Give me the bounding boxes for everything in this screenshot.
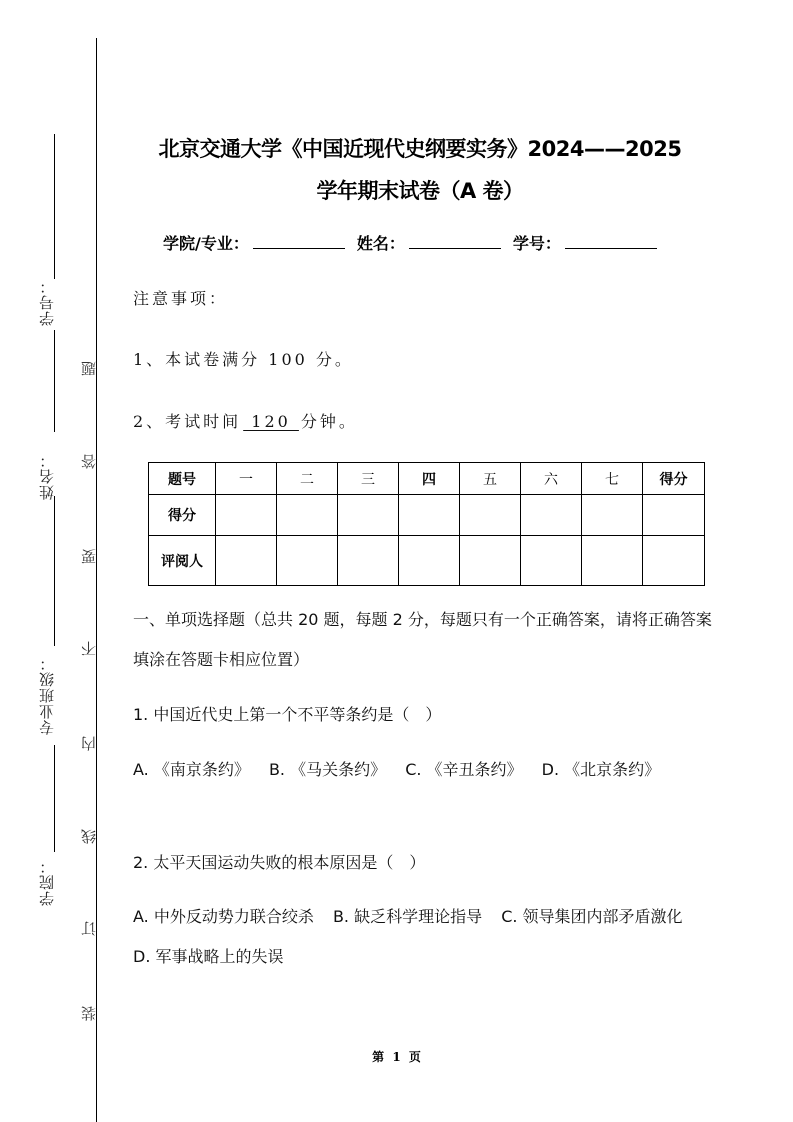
section-1-heading: 一、单项选择题（总共 20 题，每题 2 分，每题只有一个正确答案，请将正确答案填涂在答题卡相应位置） <box>133 610 712 669</box>
field-line-name <box>54 330 55 432</box>
notice-item-2 <box>133 409 358 432</box>
score-table <box>148 462 705 586</box>
grader-cell[interactable] <box>338 536 399 586</box>
student-id-blank[interactable] <box>565 234 657 249</box>
score-cell[interactable] <box>277 495 338 536</box>
student-id-label: 学号： <box>512 234 561 253</box>
notice-item-1: 1、本试卷满分 100 分。 <box>133 350 354 369</box>
name-label: 姓名： <box>356 234 405 253</box>
name-blank[interactable] <box>409 234 501 249</box>
score-cell[interactable] <box>582 495 643 536</box>
question-1-option-a[interactable]: A. 《南京条约》 <box>133 760 250 779</box>
notice-heading: 注意事项： <box>133 289 229 308</box>
field-line-student-id <box>54 134 55 279</box>
question-1-options <box>133 750 718 790</box>
margin-label-student-id: 学号： <box>38 278 56 326</box>
row-header-grader: 评阅人 <box>149 536 216 586</box>
margin-warning-char: 要 <box>80 548 98 564</box>
question-2-option-c[interactable]: C. 领导集团内部矛盾激化 <box>501 907 683 926</box>
margin-warning-char: 题 <box>80 360 98 376</box>
question-2-options <box>133 897 718 977</box>
score-cell[interactable] <box>338 495 399 536</box>
column-header: 六 <box>521 463 582 495</box>
college-major-label: 学院/专业： <box>163 234 249 253</box>
question-1-option-b[interactable]: B. 《马关条约》 <box>268 760 387 779</box>
margin-label-major-class: 专业班级： <box>38 655 56 735</box>
column-header: 四 <box>399 463 460 495</box>
table-row-question-numbers <box>149 463 705 495</box>
field-line-college <box>54 745 55 852</box>
column-header: 七 <box>582 463 643 495</box>
row-header-score: 得分 <box>149 495 216 536</box>
column-header: 二 <box>277 463 338 495</box>
question-1-option-c[interactable]: C. 《辛丑条约》 <box>405 760 523 779</box>
student-info-row <box>163 231 669 254</box>
margin-label-college: 学院： <box>38 858 56 906</box>
question-2-option-d[interactable]: D. 军事战略上的失误 <box>133 947 284 966</box>
score-cell-total[interactable] <box>643 495 705 536</box>
margin-warning-char: 装 <box>80 1005 98 1021</box>
field-line-major-class <box>54 496 55 646</box>
column-header: 三 <box>338 463 399 495</box>
exam-title-line1: 北京交通大学《中国近现代史纲要实务》2024——2025 <box>158 137 682 161</box>
column-header: 五 <box>460 463 521 495</box>
grader-cell[interactable] <box>521 536 582 586</box>
notice-item-2-prefix: 2、考试时间 <box>133 412 242 431</box>
grader-cell[interactable] <box>399 536 460 586</box>
page-number: 第 1 页 <box>372 1050 421 1064</box>
exam-duration-value: 120 <box>243 412 299 431</box>
table-row-scores <box>149 495 705 536</box>
score-cell[interactable] <box>216 495 277 536</box>
question-2-option-b[interactable]: B. 缺乏科学理论指导 <box>332 907 483 926</box>
grader-cell[interactable] <box>277 536 338 586</box>
grader-cell[interactable] <box>216 536 277 586</box>
notice-item-2-suffix: 分钟。 <box>300 412 358 431</box>
binding-line <box>96 38 97 1122</box>
column-header: 一 <box>216 463 277 495</box>
margin-warning-char: 答 <box>80 453 98 469</box>
column-header-total: 得分 <box>643 463 705 495</box>
row-header-question-no: 题号 <box>149 463 216 495</box>
college-major-blank[interactable] <box>253 234 345 249</box>
margin-warning-char: 订 <box>80 920 98 936</box>
score-cell[interactable] <box>399 495 460 536</box>
question-1-option-d[interactable]: D. 《北京条约》 <box>541 760 661 779</box>
score-cell[interactable] <box>460 495 521 536</box>
grader-cell[interactable] <box>582 536 643 586</box>
margin-warning-char: 线 <box>80 828 98 844</box>
grader-cell-total[interactable] <box>643 536 705 586</box>
table-row-graders <box>149 536 705 586</box>
question-2-stem: 2. 太平天国运动失败的根本原因是（ ） <box>133 853 426 872</box>
grader-cell[interactable] <box>460 536 521 586</box>
question-2-option-a[interactable]: A. 中外反动势力联合绞杀 <box>133 907 314 926</box>
margin-label-name: 姓名： <box>38 452 56 500</box>
margin-warning-char: 内 <box>80 735 98 751</box>
score-cell[interactable] <box>521 495 582 536</box>
exam-title-line2: 学年期末试卷（A 卷） <box>316 179 524 203</box>
question-1-stem: 1. 中国近代史上第一个不平等条约是（ ） <box>133 705 442 724</box>
margin-warning-char: 不 <box>80 640 98 656</box>
